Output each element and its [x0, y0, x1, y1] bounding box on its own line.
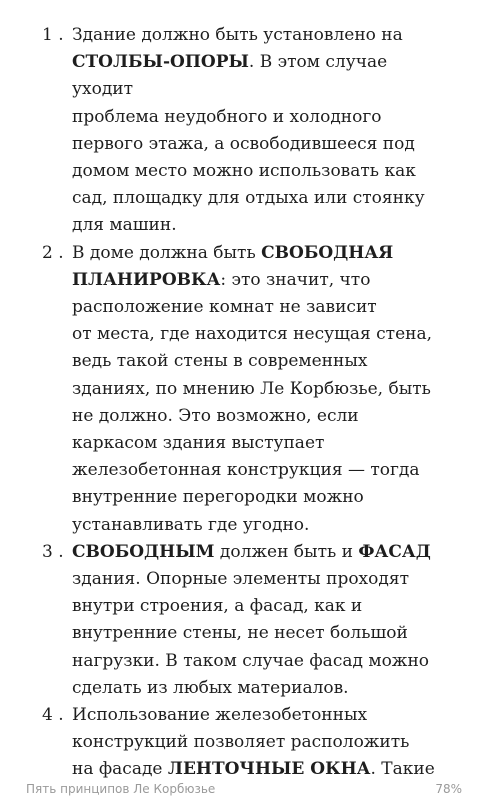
- list-item-number: 2 .: [42, 242, 64, 263]
- list-item: [0, 240, 488, 539]
- bold-term: ФАСАД: [358, 541, 431, 562]
- numbered-list: [0, 22, 488, 784]
- list-item: [0, 539, 488, 702]
- book-title: Пять принципов Ле Корбюзье: [26, 782, 216, 796]
- list-item-text: СВОБОДНЫМ должен быть и ФАСАД здания. Опорные элементы проходят внутри строения, а фасад, как и внутренние стены, не несет большой нагрузки. В таком случае фасад можно сделать из любых материалов.: [72, 541, 431, 698]
- reader-footer: [0, 782, 488, 802]
- list-item: [0, 702, 488, 784]
- reading-progress: 78%: [435, 782, 462, 796]
- list-item-number: 1 .: [42, 25, 64, 45]
- bold-term: СТОЛБЫ-ОПОРЫ: [72, 52, 249, 73]
- bold-term: ЛЕНТОЧНЫЕ ОКНА: [167, 759, 371, 780]
- bold-term: СВОБОДНАЯ: [261, 242, 394, 263]
- bold-term: СВОБОДНЫМ: [72, 541, 215, 562]
- list-item-number: 3 .: [42, 541, 64, 562]
- list-item-text: Здание должно быть установлено на СТОЛБЫ-ОПОРЫ. В этом случае уходит проблема неудобного и холодного первого этажа, а освободившееся под домом место можно использовать как сад, площадку для отдыха или стоянку для машин.: [72, 25, 425, 236]
- list-item-text: Использование железобетонных конструкций позволяет расположить на фасаде ЛЕНТОЧНЫЕ ОКНА. Такие: [72, 705, 435, 780]
- list-item: [0, 22, 488, 240]
- list-item-number: 4 .: [42, 705, 64, 726]
- list-item-text: В доме должна быть СВОБОДНАЯ ПЛАНИРОВКА: это значит, что расположение комнат не зависит от места, где находится несущая стена, ведь такой стены в современных зданиях, по мнению Ле Корбюзье, быть не должно. Это возможно, если каркасом здания выступает железобетонная конструкция — тогда внутренние перегородки можно устанавливать где угодно.: [72, 242, 433, 535]
- bold-term: ПЛАНИРОВКА: [72, 269, 221, 290]
